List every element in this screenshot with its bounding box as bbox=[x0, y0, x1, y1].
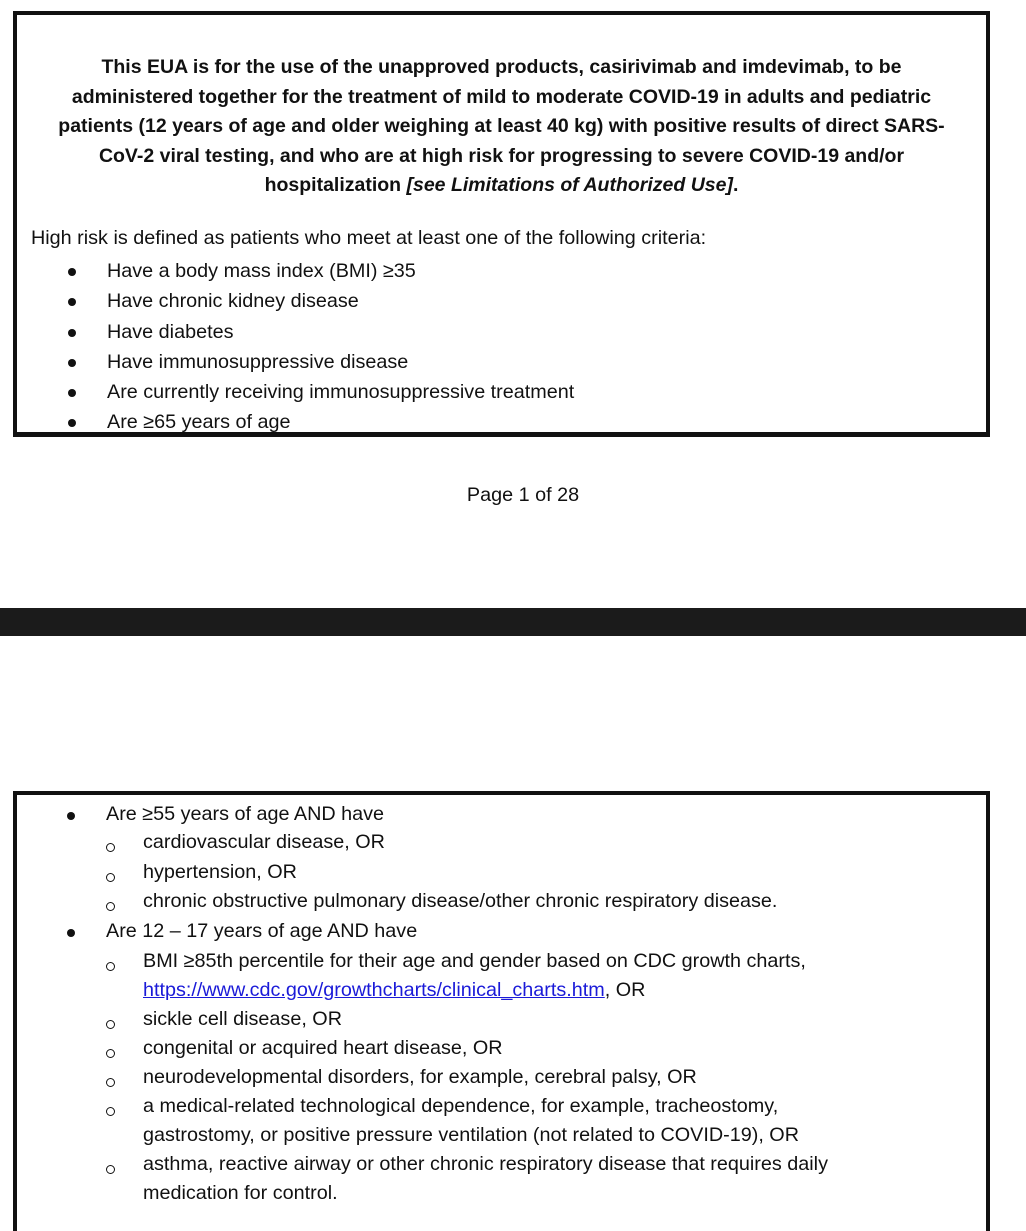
criterion-text: Have immunosuppressive disease bbox=[107, 350, 409, 373]
circle-bullet-icon bbox=[106, 873, 115, 882]
high-risk-definition: High risk is defined as patients who meet at least one of the following criteria: bbox=[31, 227, 707, 249]
sub-item-text: a medical-related technological dependence, for example, tracheostomy, bbox=[143, 1095, 779, 1117]
circle-bullet-icon bbox=[106, 843, 115, 852]
sub-item-text: asthma, reactive airway or other chronic respiratory disease that requires daily bbox=[143, 1153, 828, 1175]
criterion-text: Have chronic kidney disease bbox=[107, 290, 359, 313]
link-suffix: , OR bbox=[604, 979, 646, 1001]
eua-intro-statement bbox=[39, 53, 964, 201]
bullet-icon bbox=[67, 929, 75, 937]
group-12-label: Are 12 – 17 years of age AND have bbox=[106, 920, 418, 942]
criterion-text: Have a body mass index (BMI) ≥35 bbox=[107, 260, 416, 282]
eua-summary-box bbox=[13, 11, 990, 437]
page-number: Page 1 of 28 bbox=[466, 484, 580, 506]
eua-intro-end: . bbox=[732, 174, 739, 196]
circle-bullet-icon bbox=[106, 1107, 115, 1116]
sub-item-text: cardiovascular disease, OR bbox=[143, 831, 385, 853]
bullet-icon bbox=[68, 359, 76, 367]
circle-bullet-icon bbox=[106, 962, 115, 971]
circle-bullet-icon bbox=[106, 1165, 115, 1174]
circle-bullet-icon bbox=[106, 1049, 115, 1058]
bullet-icon bbox=[68, 268, 76, 276]
criterion-text: Are currently receiving immunosuppressive treatment bbox=[107, 381, 575, 404]
sub-item-text: chronic obstructive pulmonary disease/other chronic respiratory disease. bbox=[143, 890, 778, 912]
sub-item-text: sickle cell disease, OR bbox=[143, 1008, 342, 1030]
circle-bullet-icon bbox=[106, 902, 115, 911]
eua-intro-italic: [see Limitations of Authorized Use] bbox=[406, 174, 733, 196]
bullet-icon bbox=[67, 812, 75, 820]
sub-item-text-continued: gastrostomy, or positive pressure ventilation (not related to COVID-19), OR bbox=[143, 1124, 799, 1146]
bullet-icon bbox=[68, 329, 76, 337]
eua-intro-text: This EUA is for the use of the unapproved products, casirivimab and imdevimab, to be administered together for the treatment of mild to moderate COVID-19 in adults and pediatric patients (12 years of age and older weighing at least 40 kg) with positive results of direct SARS-CoV-2 viral testing, and who are at high risk for progressing to severe COVID-19 and/or hospitalization bbox=[58, 56, 945, 196]
circle-bullet-icon bbox=[106, 1020, 115, 1029]
bullet-icon bbox=[68, 298, 76, 306]
page-divider bbox=[0, 608, 1026, 636]
sub-item-text: neurodevelopmental disorders, for example, cerebral palsy, OR bbox=[143, 1066, 697, 1088]
sub-item-text: hypertension, OR bbox=[143, 861, 297, 883]
sub-item-text-continued bbox=[143, 976, 645, 1005]
circle-bullet-icon bbox=[106, 1078, 115, 1087]
criterion-text: Are ≥65 years of age bbox=[107, 411, 291, 434]
bullet-icon bbox=[68, 389, 76, 397]
sub-item-text-continued: medication for control. bbox=[143, 1182, 338, 1204]
sub-item-text: congenital or acquired heart disease, OR bbox=[143, 1037, 503, 1059]
criterion-text: Have diabetes bbox=[107, 320, 234, 343]
bullet-icon bbox=[68, 419, 76, 427]
cdc-growth-charts-link[interactable]: https://www.cdc.gov/growthcharts/clinical_charts.htm bbox=[143, 979, 605, 1001]
group-55-label: Are ≥55 years of age AND have bbox=[106, 803, 385, 825]
sub-item-text: BMI ≥85th percentile for their age and gender based on CDC growth charts, bbox=[143, 950, 806, 972]
